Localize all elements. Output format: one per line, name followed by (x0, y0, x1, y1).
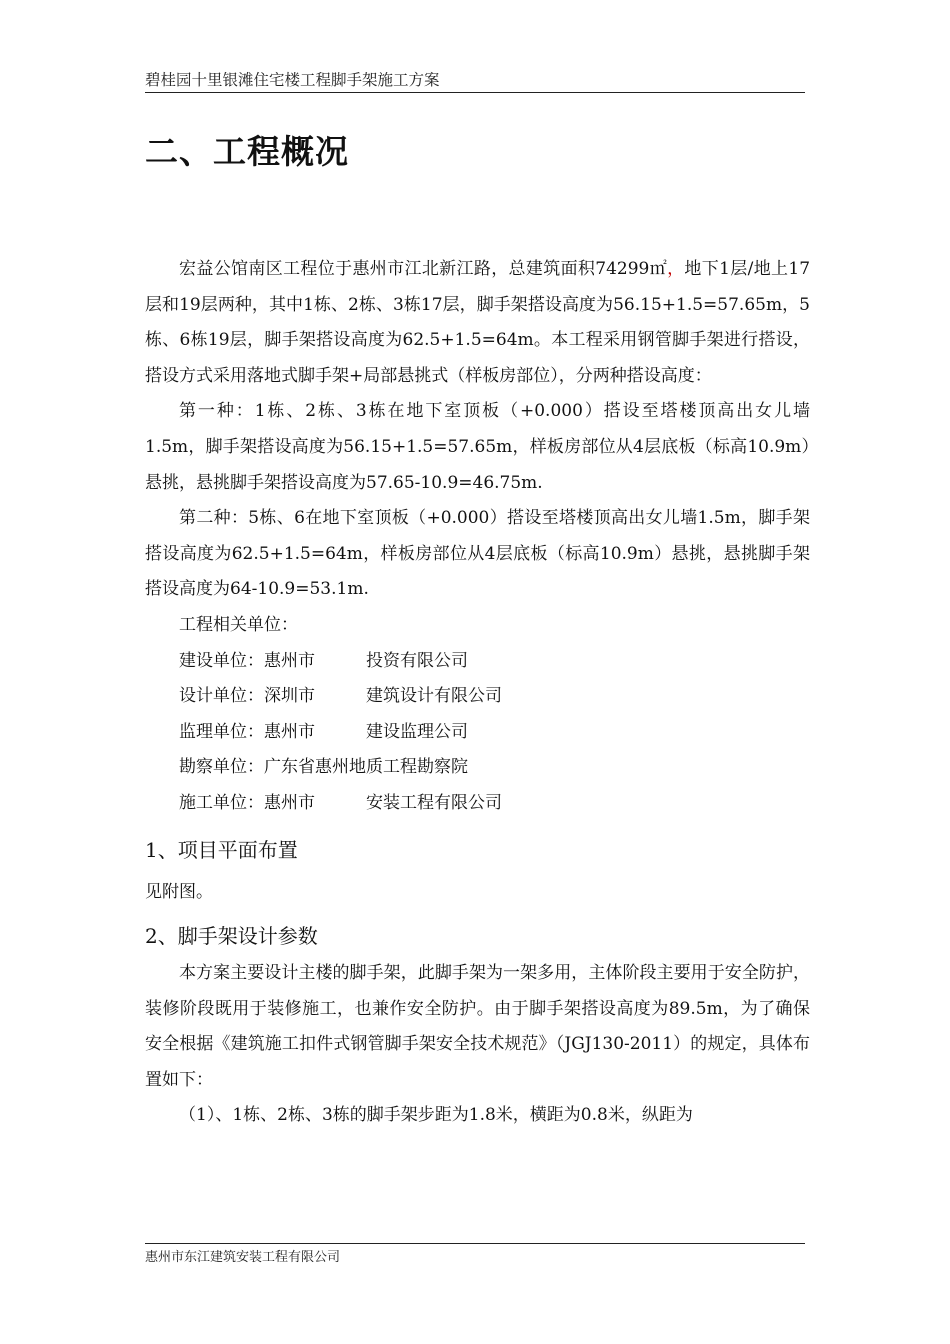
page-footer: 惠州市东江建筑安装工程有限公司 (145, 1250, 341, 1265)
chapter-title: 二、工程概况 (145, 132, 349, 171)
unit-row-survey: 勘察单位：广东省惠州地质工程勘察院 (179, 757, 468, 778)
section-2-paragraph: 本方案主要设计主楼的脚手架，此脚手架为一架多用，主体阶段主要用于安全防护，装修阶段既用于装修施工，也兼作安全防护。由于脚手架搭设高度为89.5m，为了确保安全根据《建筑施工扣件式钢管脚手架安全技术规范》（JGJ130-2011）的规定，具体布置如下： (145, 963, 810, 1090)
section-1-text: 见附图。 (145, 881, 213, 902)
highlighted-comma: ， (667, 259, 685, 279)
type-one-paragraph: 第一种：1栋、2栋、3栋在地下室顶板（+0.000）搭设至塔楼顶高出女儿墙1.5m，脚手架搭设高度为56.15+1.5=57.65m，样板房部位从4层底板（标高10.9m）悬挑，悬挑脚手架搭设高度为57.65-10.9=46.75m. (145, 401, 810, 493)
section-2-item-1: （1）、1栋、2栋、3栋的脚手架步距为1.8米，横距为0.8米，纵距为 (179, 1105, 693, 1126)
page-header: 碧桂园十里银滩住宅楼工程脚手架施工方案 (145, 71, 440, 89)
section-1-title: 1、项目平面布置 (145, 837, 298, 862)
unit-row-contractor: 施工单位：惠州市 安装工程有限公司 (179, 792, 502, 813)
intro-text-start: 宏益公馆南区工程位于惠州市江北新江路，总建筑面积 (179, 259, 596, 279)
intro-paragraph (145, 252, 810, 394)
section-2-title: 2、脚手架设计参数 (145, 924, 318, 949)
header-divider (145, 92, 805, 93)
total-area: 74299㎡ (595, 259, 668, 279)
unit-row-construction: 建设单位：惠州市 投资有限公司 (179, 650, 468, 671)
unit-row-supervision: 监理单位：惠州市 建设监理公司 (179, 721, 468, 742)
type-two-paragraph: 第二种：5栋、6在地下室顶板（+0.000）搭设至塔楼顶高出女儿墙1.5m，脚手架搭设高度为62.5+1.5=64m，样板房部位从4层底板（标高10.9m）悬挑，悬挑脚手架搭设高度为64-10.9=53.1m. (145, 508, 810, 600)
footer-divider (145, 1243, 805, 1244)
intro-text-rest: 地下1层/地上17层和19层两种，其中1栋、2栋、3栋17层，脚手架搭设高度为56.15+1.5=57.65m，5栋、6栋19层，脚手架搭设高度为62.5+1.5=64m。本工程采用钢管脚手架进行搭设，搭设方式采用落地式脚手架+局部悬挑式（样板房部位），分两种搭设高度： (145, 259, 811, 386)
document-body (145, 252, 810, 1134)
units-heading: 工程相关单位： (179, 614, 298, 635)
unit-row-design: 设计单位：深圳市 建筑设计有限公司 (179, 686, 502, 707)
